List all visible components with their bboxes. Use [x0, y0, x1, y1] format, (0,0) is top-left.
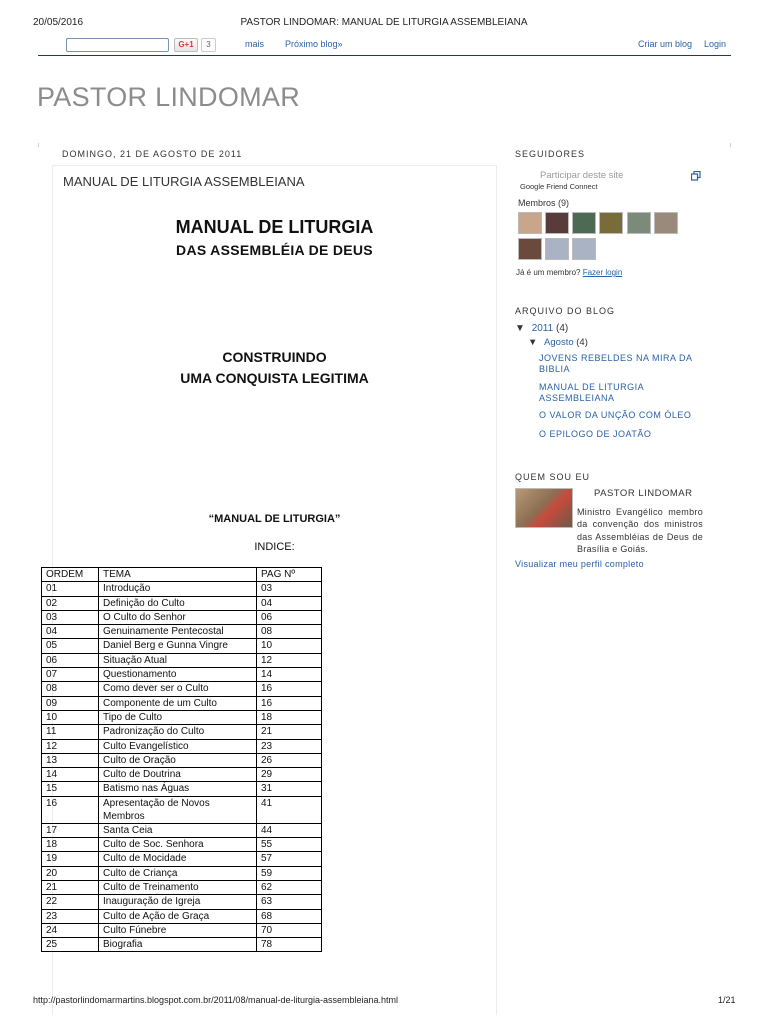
view-profile-link[interactable]: Visualizar meu perfil completo: [515, 559, 644, 569]
archive-post-link[interactable]: MANUAL DE LITURGIA ASSEMBLEIANA: [539, 382, 644, 403]
table-cell: 11: [42, 725, 99, 739]
post-title[interactable]: MANUAL DE LITURGIA ASSEMBLEIANA: [63, 174, 305, 189]
gplus-button[interactable]: G+1: [174, 38, 198, 52]
table-cell: 17: [42, 823, 99, 837]
gplus-count: 3: [201, 38, 216, 52]
table-cell: 25: [42, 938, 99, 952]
table-cell: 06: [257, 610, 322, 624]
about-heading: QUEM SOU EU: [515, 472, 591, 482]
archive-year-count: (4): [555, 323, 569, 334]
index-table: [41, 567, 322, 952]
table-cell: Genuinamente Pentecostal: [99, 625, 257, 639]
table-row: [42, 823, 322, 837]
table-cell: 41: [257, 796, 322, 823]
table-cell: Culto de Ação de Graça: [99, 909, 257, 923]
profile-bio-container: [515, 506, 703, 555]
member-avatar-placeholder[interactable]: [545, 238, 569, 260]
table-cell: Introdução: [99, 582, 257, 596]
archive-year[interactable]: [515, 323, 568, 334]
table-cell: Culto de Soc. Senhora: [99, 838, 257, 852]
table-cell: Inauguração de Igreja: [99, 895, 257, 909]
table-row: [42, 923, 322, 937]
profile-name[interactable]: PASTOR LINDOMAR: [594, 488, 693, 499]
member-avatar[interactable]: [518, 212, 542, 234]
table-cell: 23: [42, 909, 99, 923]
table-cell: Biografia: [99, 938, 257, 952]
quote-title: “MANUAL DE LITURGIA”: [208, 513, 341, 525]
popout-icon[interactable]: [691, 168, 701, 178]
table-cell: Situação Atual: [99, 653, 257, 667]
table-cell: 62: [257, 880, 322, 894]
table-cell: 14: [257, 668, 322, 682]
table-cell: 23: [257, 739, 322, 753]
doc-heading-3: CONSTRUINDO: [222, 349, 327, 365]
next-blog-link[interactable]: Próximo blog»: [285, 39, 343, 49]
table-cell: Culto de Doutrina: [99, 768, 257, 782]
table-cell: 59: [257, 866, 322, 880]
table-row: [42, 682, 322, 696]
footer-url: http://pastorlindomarmartins.blogspot.com.br/2011/08/manual-de-liturgia-assembleiana.html: [33, 995, 399, 1005]
table-cell: 08: [257, 625, 322, 639]
table-cell: 18: [42, 838, 99, 852]
table-cell: 22: [42, 895, 99, 909]
table-cell: 08: [42, 682, 99, 696]
photo-spacer: [515, 506, 577, 543]
table-cell: 01: [42, 582, 99, 596]
table-row: [42, 866, 322, 880]
archive-post-link[interactable]: O EPILOGO DE JOATÃO: [539, 429, 652, 439]
members-count: Membros (9): [518, 198, 570, 208]
table-cell: 10: [42, 710, 99, 724]
table-cell: 44: [257, 823, 322, 837]
table-row: [42, 668, 322, 682]
table-cell: 31: [257, 782, 322, 796]
member-avatar[interactable]: [572, 212, 596, 234]
table-cell: O Culto do Senhor: [99, 610, 257, 624]
table-cell: 04: [257, 596, 322, 610]
footer-page-number: 1/21: [718, 995, 736, 1005]
table-row: [42, 696, 322, 710]
table-cell: 70: [257, 923, 322, 937]
member-avatar-placeholder[interactable]: [572, 238, 596, 260]
table-cell: 09: [42, 696, 99, 710]
archive-post-link[interactable]: JOVENS REBELDES NA MIRA DA BIBLIA: [539, 353, 693, 374]
print-date: 20/05/2016: [33, 17, 84, 28]
table-cell: 12: [257, 653, 322, 667]
table-cell: Questionamento: [99, 668, 257, 682]
already-member: [516, 268, 622, 277]
table-row: [42, 582, 322, 596]
member-avatar[interactable]: [518, 238, 542, 260]
table-cell: 07: [42, 668, 99, 682]
table-row: [42, 610, 322, 624]
table-row: [42, 782, 322, 796]
index-label: INDICE:: [254, 541, 295, 553]
table-cell: Culto de Oração: [99, 753, 257, 767]
table-header-cell: PAG Nº: [257, 568, 322, 582]
table-cell: Tipo de Culto: [99, 710, 257, 724]
table-cell: Padronização do Culto: [99, 725, 257, 739]
table-row: [42, 852, 322, 866]
doc-heading-2: DAS ASSEMBLÉIA DE DEUS: [176, 242, 373, 258]
join-site-link[interactable]: Participar deste site: [540, 170, 624, 181]
table-cell: Componente de um Culto: [99, 696, 257, 710]
table-header-cell: ORDEM: [42, 568, 99, 582]
table-cell: 03: [42, 610, 99, 624]
table-cell: 24: [42, 923, 99, 937]
table-cell: Como dever ser o Culto: [99, 682, 257, 696]
archive-post-link[interactable]: O VALOR DA UNÇÃO COM ÓLEO: [539, 410, 692, 420]
table-cell: 02: [42, 596, 99, 610]
table-cell: 12: [42, 739, 99, 753]
table-cell: 16: [257, 682, 322, 696]
table-header-row: [42, 568, 322, 582]
table-cell: 29: [257, 768, 322, 782]
table-row: [42, 653, 322, 667]
table-row: [42, 909, 322, 923]
table-row: [42, 938, 322, 952]
table-header-cell: TEMA: [99, 568, 257, 582]
table-cell: 03: [257, 582, 322, 596]
table-cell: 57: [257, 852, 322, 866]
table-row: [42, 753, 322, 767]
table-cell: 18: [257, 710, 322, 724]
table-cell: Culto Evangelístico: [99, 739, 257, 753]
table-cell: Batismo nas Águas: [99, 782, 257, 796]
table-row: [42, 880, 322, 894]
table-cell: 14: [42, 768, 99, 782]
print-title: PASTOR LINDOMAR: MANUAL DE LITURGIA ASSEMBLEIANA: [240, 17, 528, 28]
toggle-arrow-icon[interactable]: ▼: [528, 337, 538, 348]
archive-month-count: (4): [576, 337, 588, 348]
corner-mark: [38, 143, 42, 147]
table-row: [42, 838, 322, 852]
member-avatar[interactable]: [627, 212, 651, 234]
archive-month[interactable]: [528, 337, 588, 348]
table-cell: 20: [42, 866, 99, 880]
post-date: DOMINGO, 21 DE AGOSTO DE 2011: [62, 149, 243, 159]
table-row: [42, 895, 322, 909]
doc-heading-1: MANUAL DE LITURGIA: [175, 217, 374, 237]
profile-bio: Ministro Evangélico membro da convenção dos ministros das Assembléias de Deus de Brasília e Goiás.: [577, 507, 703, 554]
already-member-text: Já é um membro?: [516, 268, 581, 277]
table-cell: Culto Fúnebre: [99, 923, 257, 937]
corner-mark: [730, 143, 734, 147]
toggle-arrow-icon[interactable]: ▼: [515, 323, 525, 334]
table-cell: 26: [257, 753, 322, 767]
table-cell: 10: [257, 639, 322, 653]
table-cell: 16: [257, 696, 322, 710]
table-row: [42, 639, 322, 653]
table-cell: 78: [257, 938, 322, 952]
more-link[interactable]: mais: [245, 39, 265, 49]
login-link[interactable]: Login: [704, 39, 727, 49]
followers-heading: SEGUIDORES: [515, 149, 586, 159]
table-cell: 13: [42, 753, 99, 767]
table-cell: Culto de Mocidade: [99, 852, 257, 866]
search-input[interactable]: [66, 38, 169, 52]
gfc-label: Google Friend Connect: [520, 182, 598, 191]
create-blog-link[interactable]: Criar um blog: [638, 39, 693, 49]
doc-heading-4: UMA CONQUISTA LEGITIMA: [180, 370, 369, 386]
table-cell: 63: [257, 895, 322, 909]
table-cell: 21: [42, 880, 99, 894]
table-row: [42, 625, 322, 639]
table-row: [42, 796, 322, 823]
member-avatar[interactable]: [654, 212, 678, 234]
member-avatar[interactable]: [545, 212, 569, 234]
table-cell: 06: [42, 653, 99, 667]
table-row: [42, 725, 322, 739]
table-cell: Culto de Treinamento: [99, 880, 257, 894]
member-avatar[interactable]: [599, 212, 623, 234]
table-row: [42, 768, 322, 782]
follower-login-link[interactable]: Fazer login: [582, 268, 623, 277]
table-cell: Santa Ceia: [99, 823, 257, 837]
table-cell: 21: [257, 725, 322, 739]
table-row: [42, 739, 322, 753]
archive-heading: ARQUIVO DO BLOG: [515, 306, 616, 316]
table-cell: 16: [42, 796, 99, 823]
table-cell: Culto de Criança: [99, 866, 257, 880]
table-cell: 55: [257, 838, 322, 852]
archive-month-link[interactable]: Agosto: [544, 337, 574, 348]
archive-year-link[interactable]: 2011: [531, 323, 554, 334]
table-cell: 68: [257, 909, 322, 923]
table-row: [42, 710, 322, 724]
blog-title[interactable]: PASTOR LINDOMAR: [37, 82, 301, 112]
table-cell: Apresentação de Novos Membros: [99, 796, 257, 823]
table-cell: 05: [42, 639, 99, 653]
table-cell: 04: [42, 625, 99, 639]
table-cell: 19: [42, 852, 99, 866]
table-cell: Daniel Berg e Gunna Vingre: [99, 639, 257, 653]
table-row: [42, 596, 322, 610]
table-cell: Definição do Culto: [99, 596, 257, 610]
table-cell: 15: [42, 782, 99, 796]
